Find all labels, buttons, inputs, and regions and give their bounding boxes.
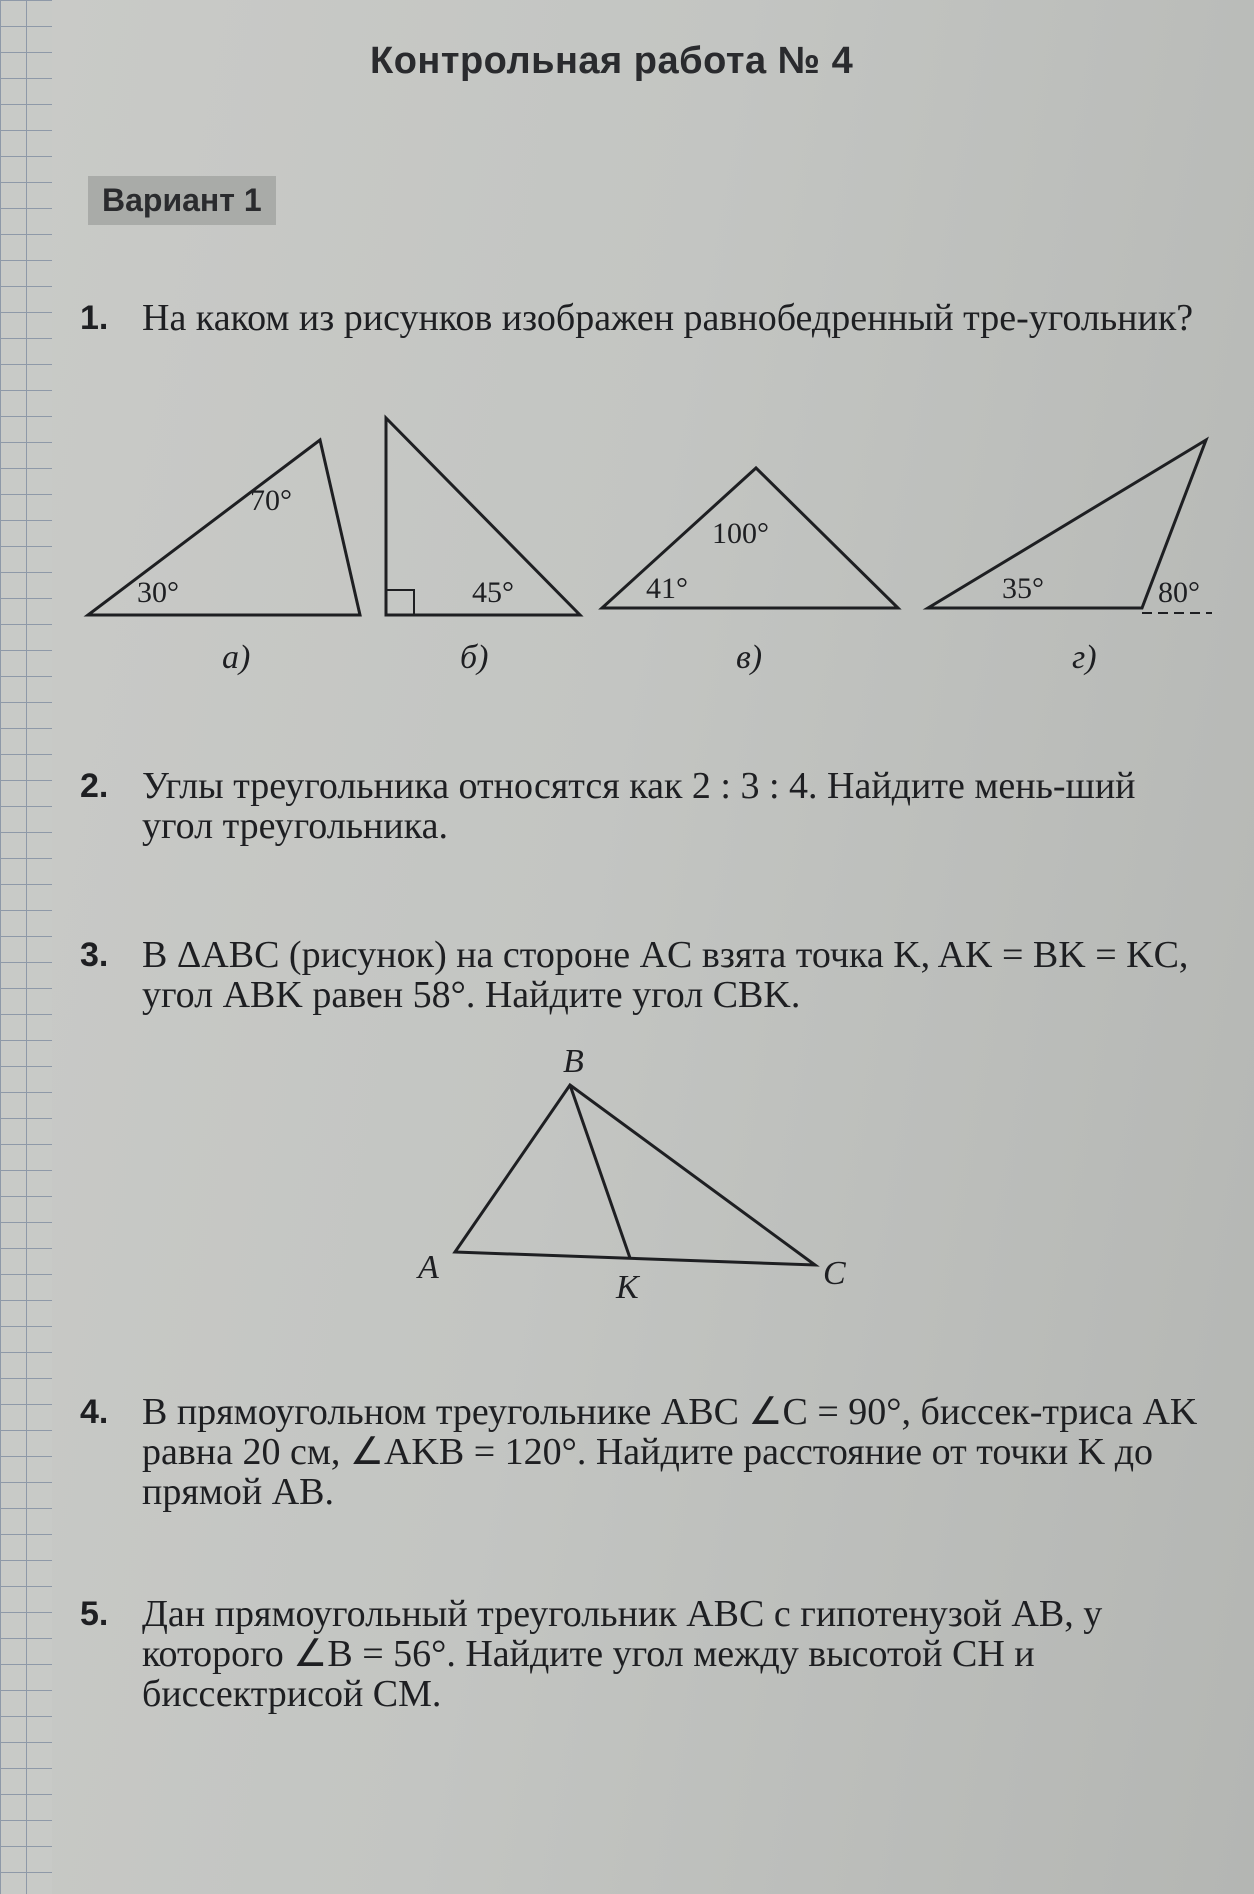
problem-4	[80, 1392, 1200, 1512]
label-b: б)	[460, 639, 489, 676]
problem-text: Углы треугольника относятся как 2 : 3 : 4. Найдите мень-ший угол треугольника.	[142, 765, 1136, 847]
segment-bk	[570, 1085, 630, 1258]
problem-text: На каком из рисунков изображен равнобедренный тре-угольник?	[142, 297, 1194, 339]
point-k: K	[616, 1269, 639, 1306]
vertex-a: A	[418, 1249, 439, 1286]
problem-text: В прямоугольном треугольнике ABC ∠C = 90°, биссек-триса AK равна 20 см, ∠AKB = 120°. Найдите расстояние от точки K до прямой AB.	[142, 1391, 1198, 1513]
problem-number: 3.	[80, 936, 109, 974]
label-d: г)	[1072, 639, 1097, 676]
vertex-b: B	[563, 1043, 584, 1080]
label-a: а)	[222, 639, 251, 676]
angle-c-left: 41°	[646, 572, 688, 605]
page-title: Контрольная работа № 4	[370, 40, 854, 82]
angle-b: 45°	[472, 576, 514, 609]
problem-text: Дан прямоугольный треугольник ABC с гипотенузой AB, у которого ∠B = 56°. Найдите угол между высотой CH и биссектрисой CM.	[142, 1593, 1103, 1715]
problem-number: 4.	[80, 1393, 109, 1431]
angle-d-right: 80°	[1158, 576, 1200, 609]
problem-number: 1.	[80, 299, 109, 337]
problem-number: 2.	[80, 767, 109, 805]
problem-5	[80, 1594, 1200, 1714]
problem-number: 5.	[80, 1595, 109, 1633]
angle-d-left: 35°	[1002, 572, 1044, 605]
problem-text: В ΔABC (рисунок) на стороне AC взята точка K, AK = BK = KC, угол ABK равен 58°. Найдите угол CBK.	[142, 934, 1189, 1016]
label-c: в)	[736, 639, 763, 676]
angle-a-top: 70°	[250, 484, 292, 517]
vertex-c: C	[823, 1255, 846, 1292]
triangle-abc	[455, 1085, 815, 1265]
variant-heading: Вариант 1	[88, 176, 276, 225]
angle-a-left: 30°	[137, 576, 179, 609]
angle-c-top: 100°	[712, 517, 769, 550]
